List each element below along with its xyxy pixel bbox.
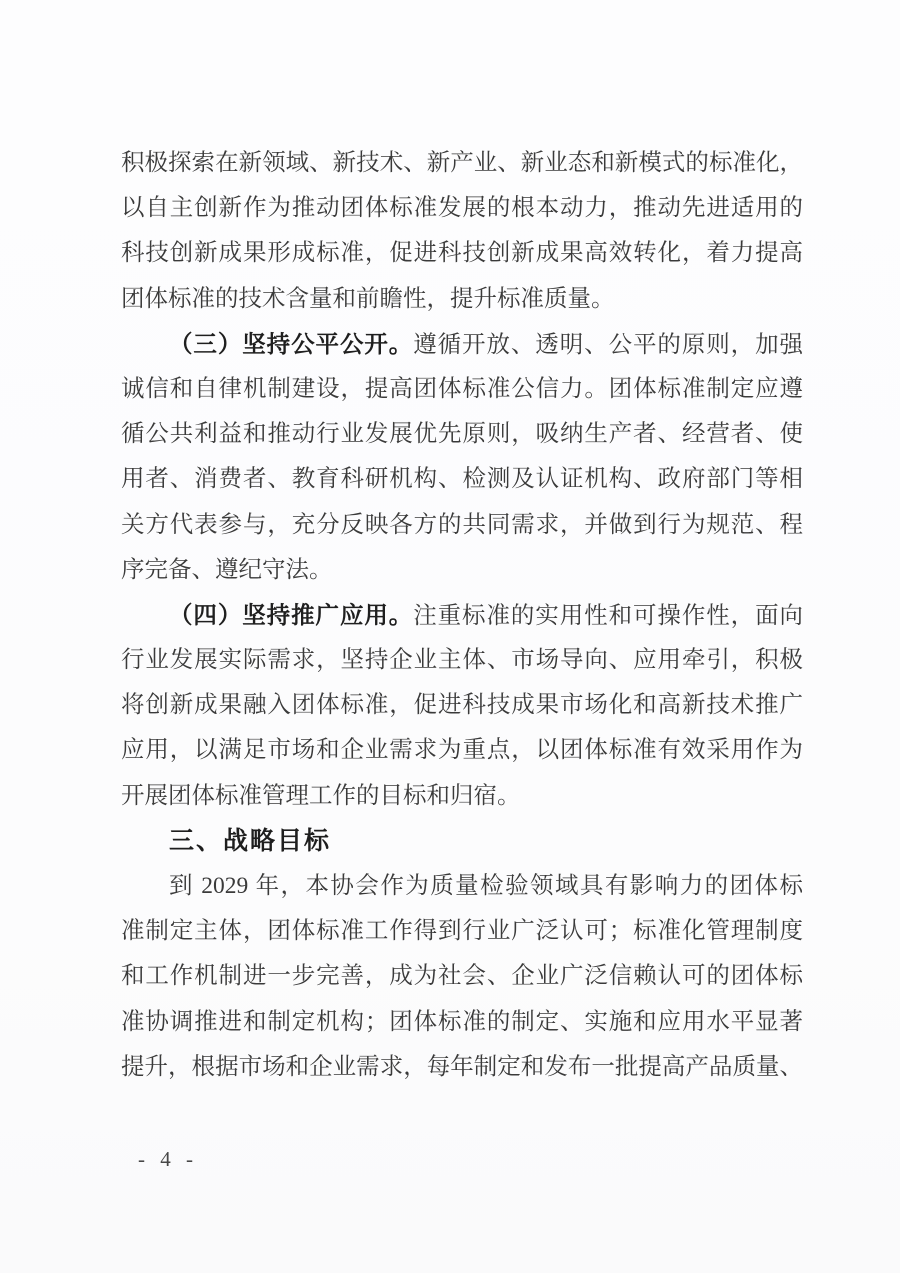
text-line [121,503,803,548]
text-line [121,231,803,276]
line-text: 诚信和自律机制建设，提高团体标准公信力。团体标准制定应遵 [121,375,803,402]
text-line [121,457,803,502]
text-line [121,141,803,186]
text-line [121,367,803,412]
text-line [121,412,803,457]
text-line [121,909,803,954]
text-line [121,186,803,231]
text-line [121,277,803,322]
heading-text: 三、战略目标 [169,826,332,855]
paragraph-lead-bold: （三）坚持公平公开。 [169,330,414,357]
text-line [121,548,803,593]
line-text: 团体标准的技术含量和前瞻性，提升标准质量。 [121,285,615,312]
text-line [121,322,803,367]
line-text: 开展团体标准管理工作的目标和归宿。 [121,782,521,809]
text-line [121,1000,803,1045]
text-line [121,1045,803,1090]
line-text: 准协调推进和制定机构；团体标准的制定、实施和应用水平显著 [121,1008,803,1035]
line-text: 和工作机制进一步完善，成为社会、企业广泛信赖认可的团体标 [121,963,803,990]
line-text: 准制定主体，团体标准工作得到行业广泛认可；标准化管理制度 [121,918,803,945]
line-text: 用者、消费者、教育科研机构、检测及认证机构、政府部门等相 [121,466,803,493]
text-line [121,593,803,638]
line-text: 行业发展实际需求，坚持企业主体、市场导向、应用牵引，积极 [121,647,803,674]
text-line [121,728,803,773]
line-text: 循公共利益和推动行业发展优先原则，吸纳生产者、经营者、使 [121,421,803,448]
section-heading-strategic-goals [121,819,803,864]
line-text: 注重标准的实用性和可操作性，面向 [413,602,804,629]
document-body [121,141,803,1090]
line-text: 遵循开放、透明、公平的原则，加强 [413,331,804,358]
text-line [121,638,803,683]
line-text: 将创新成果融入团体标准，促进科技成果市场化和高新技术推广 [121,692,803,719]
text-line [121,954,803,999]
line-text: 序完备、遵纪守法。 [121,556,333,583]
line-text: 以自主创新作为推动团体标准发展的根本动力，推动先进适用的 [121,195,803,222]
paragraph-lead-bold: （四）坚持推广应用。 [169,601,414,628]
page-number: - 4 - [138,1147,198,1171]
line-text: 积极探索在新领域、新技术、新产业、新业态和新模式的标准化， [121,150,803,176]
line-text: 科技创新成果形成标准，促进科技创新成果高效转化，着力提高 [121,240,803,267]
text-line [121,683,803,728]
text-line [121,774,803,819]
text-line [121,864,803,909]
line-text: 到 2029 年，本协会作为质量检验领域具有影响力的团体标 [169,873,803,899]
line-text: 关方代表参与，充分反映各方的共同需求，并做到行为规范、程 [121,511,803,538]
line-text: 提升，根据市场和企业需求，每年制定和发布一批提高产品质量、 [121,1053,803,1080]
line-text: 应用，以满足市场和企业需求为重点，以团体标准有效采用作为 [121,737,803,764]
